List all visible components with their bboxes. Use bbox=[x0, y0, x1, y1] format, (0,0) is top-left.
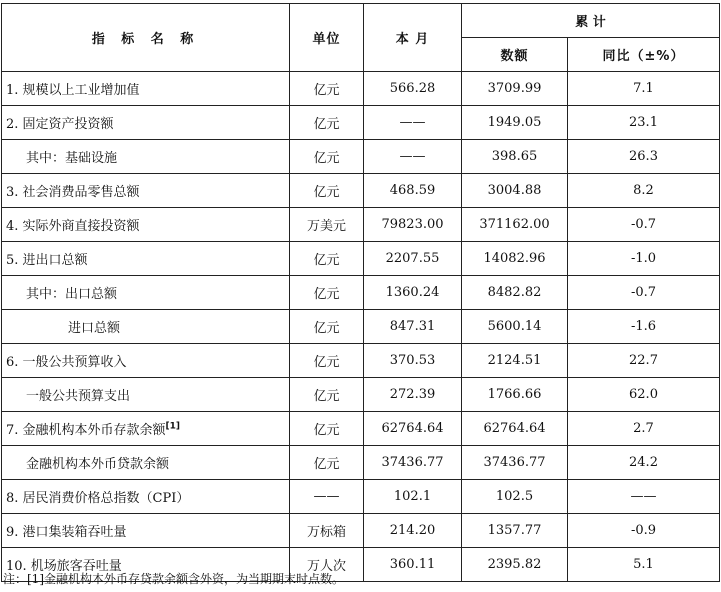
row-unit: 万美元 bbox=[290, 208, 364, 242]
row-name: 3. 社会消费品零售总额 bbox=[2, 174, 290, 208]
row-name: 1. 规模以上工业增加值 bbox=[2, 72, 290, 106]
table-row bbox=[2, 412, 720, 446]
row-cum: 62764.64 bbox=[462, 412, 568, 446]
row-month: 102.1 bbox=[364, 480, 462, 514]
row-yoy: 2.7 bbox=[568, 412, 720, 446]
row-cum: 1766.66 bbox=[462, 378, 568, 412]
header-cumulative-value: 数额 bbox=[462, 38, 568, 72]
footnote: 注：[1]金融机构本外币存贷款余额含外资，为当期期末时点数。 bbox=[3, 572, 345, 586]
row-yoy: -0.7 bbox=[568, 276, 720, 310]
header-month: 本 月 bbox=[364, 4, 462, 72]
row-unit: 亿元 bbox=[290, 310, 364, 344]
header-indicator-name: 指 标 名 称 bbox=[2, 4, 290, 72]
row-unit: 亿元 bbox=[290, 174, 364, 208]
row-yoy: -1.0 bbox=[568, 242, 720, 276]
row-unit: 亿元 bbox=[290, 106, 364, 140]
row-name: 9. 港口集装箱吞吐量 bbox=[2, 514, 290, 548]
row-month: 360.11 bbox=[364, 548, 462, 582]
header-unit: 单位 bbox=[290, 4, 364, 72]
row-month: 1360.24 bbox=[364, 276, 462, 310]
row-yoy: -1.6 bbox=[568, 310, 720, 344]
row-cum: 2124.51 bbox=[462, 344, 568, 378]
row-yoy: 7.1 bbox=[568, 72, 720, 106]
row-month: 272.39 bbox=[364, 378, 462, 412]
row-cum: 37436.77 bbox=[462, 446, 568, 480]
row-yoy: 8.2 bbox=[568, 174, 720, 208]
table-row bbox=[2, 106, 720, 140]
row-name: 进口总额 bbox=[2, 310, 290, 344]
row-yoy: -0.7 bbox=[568, 208, 720, 242]
row-name: 其中：基础设施 bbox=[2, 140, 290, 174]
row-unit: 亿元 bbox=[290, 242, 364, 276]
table-row bbox=[2, 480, 720, 514]
row-cum: 5600.14 bbox=[462, 310, 568, 344]
row-month: 566.28 bbox=[364, 72, 462, 106]
table-row bbox=[2, 310, 720, 344]
row-yoy: 62.0 bbox=[568, 378, 720, 412]
row-month: 62764.64 bbox=[364, 412, 462, 446]
row-yoy: -0.9 bbox=[568, 514, 720, 548]
table-row bbox=[2, 208, 720, 242]
row-unit: 亿元 bbox=[290, 276, 364, 310]
row-unit: 亿元 bbox=[290, 72, 364, 106]
table-row bbox=[2, 276, 720, 310]
row-cum: 102.5 bbox=[462, 480, 568, 514]
row-month: 214.20 bbox=[364, 514, 462, 548]
table-row bbox=[2, 344, 720, 378]
header-row-1 bbox=[2, 4, 720, 38]
row-cum: 8482.82 bbox=[462, 276, 568, 310]
table-row bbox=[2, 174, 720, 208]
row-name-cell bbox=[2, 412, 290, 446]
row-name: 5. 进出口总额 bbox=[2, 242, 290, 276]
row-unit: —— bbox=[290, 480, 364, 514]
row-unit: 万人次 bbox=[290, 548, 364, 582]
row-unit: 亿元 bbox=[290, 378, 364, 412]
row-name: 8. 居民消费价格总指数（CPI） bbox=[2, 480, 290, 514]
row-cum: 1949.05 bbox=[462, 106, 568, 140]
row-month: 847.31 bbox=[364, 310, 462, 344]
row-month: 79823.00 bbox=[364, 208, 462, 242]
header-cumulative: 累 计 bbox=[462, 4, 720, 38]
row-month: 37436.77 bbox=[364, 446, 462, 480]
row-yoy: 5.1 bbox=[568, 548, 720, 582]
row-cum: 371162.00 bbox=[462, 208, 568, 242]
table-row bbox=[2, 242, 720, 276]
row-month: —— bbox=[364, 140, 462, 174]
row-cum: 1357.77 bbox=[462, 514, 568, 548]
footnote-marker: [1] bbox=[165, 421, 181, 432]
row-yoy: 22.7 bbox=[568, 344, 720, 378]
row-name: 一般公共预算支出 bbox=[2, 378, 290, 412]
table-row bbox=[2, 140, 720, 174]
table-body bbox=[2, 72, 720, 582]
table-row bbox=[2, 514, 720, 548]
row-name: 2. 固定资产投资额 bbox=[2, 106, 290, 140]
table-row bbox=[2, 378, 720, 412]
row-unit: 万标箱 bbox=[290, 514, 364, 548]
row-yoy: 26.3 bbox=[568, 140, 720, 174]
row-month: 370.53 bbox=[364, 344, 462, 378]
row-unit: 亿元 bbox=[290, 344, 364, 378]
row-yoy: —— bbox=[568, 480, 720, 514]
row-name: 6. 一般公共预算收入 bbox=[2, 344, 290, 378]
row-cum: 3004.88 bbox=[462, 174, 568, 208]
table-row bbox=[2, 446, 720, 480]
row-cum: 2395.82 bbox=[462, 548, 568, 582]
statistics-table bbox=[1, 3, 720, 582]
row-cum: 3709.99 bbox=[462, 72, 568, 106]
row-month: 468.59 bbox=[364, 174, 462, 208]
row-cum: 398.65 bbox=[462, 140, 568, 174]
row-unit: 亿元 bbox=[290, 412, 364, 446]
row-month: 2207.55 bbox=[364, 242, 462, 276]
row-name: 10. 机场旅客吞吐量 bbox=[2, 548, 290, 582]
row-month: —— bbox=[364, 106, 462, 140]
row-name: 其中：出口总额 bbox=[2, 276, 290, 310]
header-cumulative-yoy: 同比（±%） bbox=[568, 38, 720, 72]
row-name: 7. 金融机构本外币存款余额 bbox=[6, 423, 166, 438]
row-unit: 亿元 bbox=[290, 140, 364, 174]
row-yoy: 23.1 bbox=[568, 106, 720, 140]
row-name: 金融机构本外币贷款余额 bbox=[2, 446, 290, 480]
table-row bbox=[2, 72, 720, 106]
statistics-table-container bbox=[1, 3, 719, 582]
row-cum: 14082.96 bbox=[462, 242, 568, 276]
row-name: 4. 实际外商直接投资额 bbox=[2, 208, 290, 242]
row-yoy: 24.2 bbox=[568, 446, 720, 480]
row-unit: 亿元 bbox=[290, 446, 364, 480]
